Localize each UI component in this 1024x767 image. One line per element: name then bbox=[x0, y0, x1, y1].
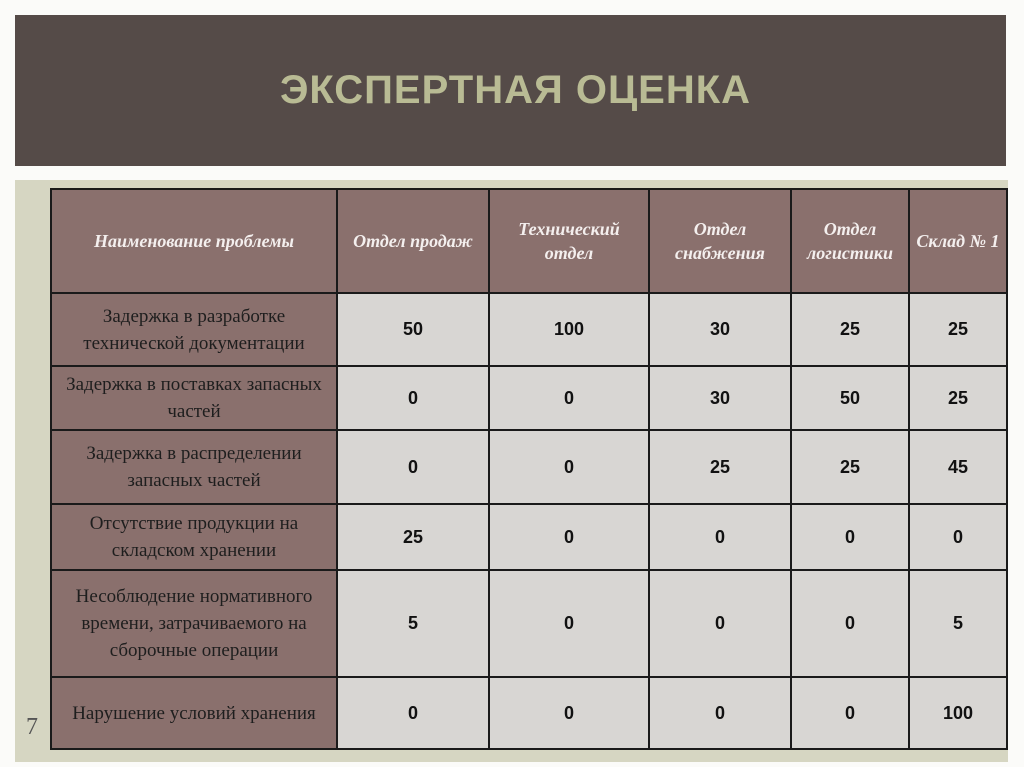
cell-value: 0 bbox=[909, 504, 1007, 570]
cell-value: 50 bbox=[337, 293, 489, 366]
table-row bbox=[51, 430, 1007, 504]
cell-value: 0 bbox=[489, 430, 649, 504]
header-logistics-dept: Отдел логистики bbox=[791, 189, 909, 293]
cell-value: 25 bbox=[909, 366, 1007, 430]
cell-value: 25 bbox=[337, 504, 489, 570]
row-label: Задержка в поставках запасных частей bbox=[51, 366, 337, 430]
cell-value: 5 bbox=[337, 570, 489, 677]
header-technical-dept: Технический отдел bbox=[489, 189, 649, 293]
row-label: Задержка в распределении запасных частей bbox=[51, 430, 337, 504]
expert-evaluation-table bbox=[50, 188, 1008, 750]
cell-value: 50 bbox=[791, 366, 909, 430]
table-row bbox=[51, 677, 1007, 749]
table-row bbox=[51, 366, 1007, 430]
cell-value: 25 bbox=[791, 293, 909, 366]
title-bar bbox=[15, 15, 1006, 166]
row-label: Несоблюдение нормативного времени, затрачиваемого на сборочные операции bbox=[51, 570, 337, 677]
cell-value: 0 bbox=[337, 430, 489, 504]
table-header-row bbox=[51, 189, 1007, 293]
header-problem-name: Наименование проблемы bbox=[51, 189, 337, 293]
cell-value: 25 bbox=[649, 430, 791, 504]
cell-value: 5 bbox=[909, 570, 1007, 677]
cell-value: 0 bbox=[337, 677, 489, 749]
cell-value: 0 bbox=[489, 677, 649, 749]
cell-value: 0 bbox=[489, 504, 649, 570]
header-supply-dept: Отдел снабжения bbox=[649, 189, 791, 293]
cell-value: 0 bbox=[649, 504, 791, 570]
cell-value: 0 bbox=[791, 677, 909, 749]
cell-value: 0 bbox=[791, 570, 909, 677]
row-label: Отсутствие продукции на складском хранении bbox=[51, 504, 337, 570]
cell-value: 0 bbox=[489, 570, 649, 677]
header-sales-dept: Отдел продаж bbox=[337, 189, 489, 293]
cell-value: 45 bbox=[909, 430, 1007, 504]
cell-value: 30 bbox=[649, 293, 791, 366]
cell-value: 0 bbox=[337, 366, 489, 430]
page-number: 7 bbox=[26, 714, 38, 740]
slide-title: ЭКСПЕРТНАЯ ОЦЕНКА bbox=[279, 68, 752, 112]
header-warehouse-1: Склад № 1 bbox=[909, 189, 1007, 293]
cell-value: 0 bbox=[649, 570, 791, 677]
cell-value: 0 bbox=[791, 504, 909, 570]
cell-value: 100 bbox=[489, 293, 649, 366]
row-label: Задержка в разработке технической документации bbox=[51, 293, 337, 366]
table-row bbox=[51, 504, 1007, 570]
cell-value: 25 bbox=[909, 293, 1007, 366]
cell-value: 30 bbox=[649, 366, 791, 430]
cell-value: 0 bbox=[649, 677, 791, 749]
cell-value: 25 bbox=[791, 430, 909, 504]
table-row bbox=[51, 570, 1007, 677]
row-label: Нарушение условий хранения bbox=[51, 677, 337, 749]
table-row bbox=[51, 293, 1007, 366]
cell-value: 0 bbox=[489, 366, 649, 430]
cell-value: 100 bbox=[909, 677, 1007, 749]
